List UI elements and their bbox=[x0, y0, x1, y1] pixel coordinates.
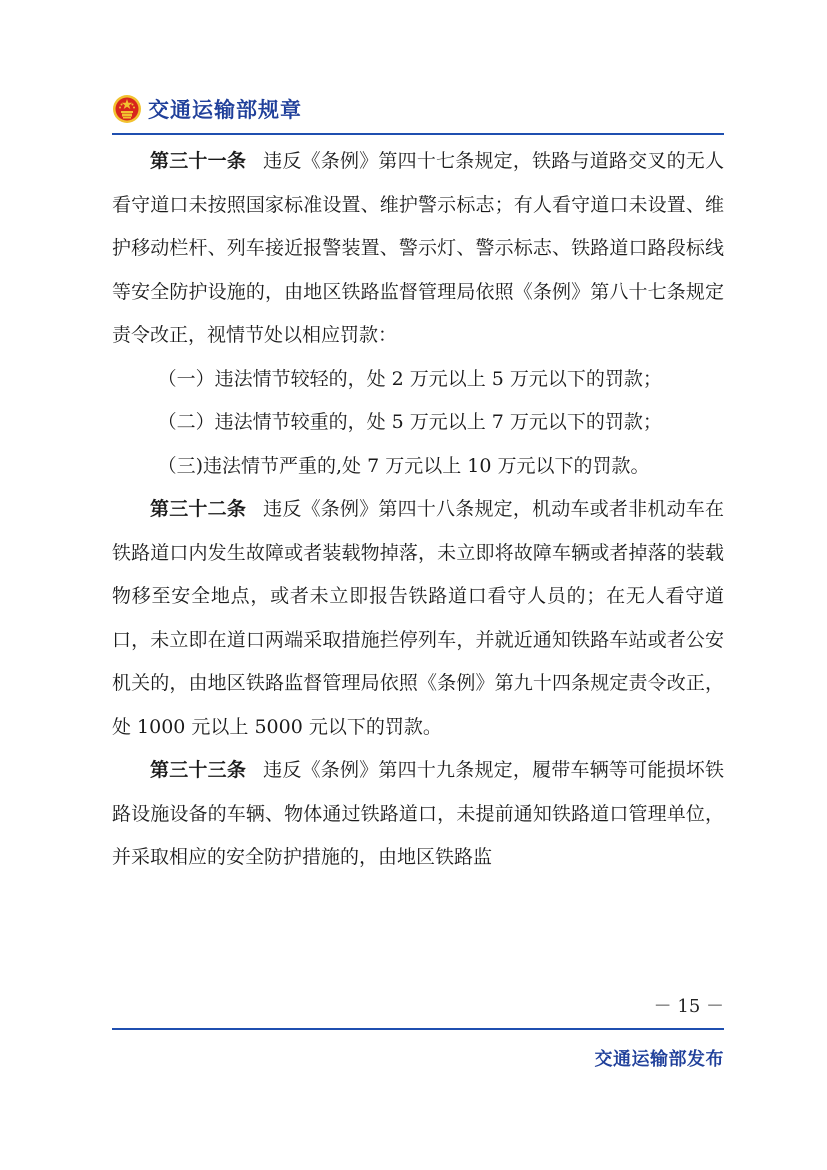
article-31-text: 违反《条例》第四十七条规定，铁路与道路交叉的无人看守道口未按照国家标准设置、维护警示标志；有人看守道口未设置、维护移动栏杆、列车接近报警装置、警示灯、警示标志、铁路道口路段标线等安全防护设施的，由地区铁路监督管理局依照《条例》第八十七条规定责令改正，视情节处以相应罚款： bbox=[112, 150, 724, 346]
article-32-text: 违反《条例》第四十八条规定，机动车或者非机动车在铁路道口内发生故障或者装载物掉落，未立即将故障车辆或者掉落的装载物移至安全地点，或者未立即报告铁路道口看守人员的；在无人看守道口，未立即在道口两端采取措施拦停列车，并就近通知铁路车站或者公安机关的，由地区铁路监督管理局依照《条例》第九十四条规定责令改正，处 1000 元以上 5000 元以下的罚款。 bbox=[112, 498, 724, 738]
footer-publisher: 交通运输部发布 bbox=[594, 1049, 724, 1070]
article-32-number: 第三十二条 bbox=[150, 498, 247, 520]
header-divider bbox=[112, 133, 724, 135]
article-31-item-1: （一）违法情节较轻的，处 2 万元以上 5 万元以下的罚款； bbox=[157, 367, 662, 390]
article-31-item-3: （三)违法情节严重的,处 7 万元以上 10 万元以下的罚款。 bbox=[157, 454, 650, 477]
article-32 bbox=[112, 488, 724, 749]
page-header bbox=[112, 88, 724, 130]
article-33-text: 违反《条例》第四十九条规定，履带车辆等可能损坏铁路设施设备的车辆、物体通过铁路道口，未提前通知铁路道口管理单位，并采取相应的安全防护措施的，由地区铁路监 bbox=[112, 759, 724, 868]
national-emblem-icon bbox=[112, 94, 142, 124]
footer-divider bbox=[112, 1028, 724, 1030]
article-31-item-2: （二）违法情节较重的，处 5 万元以上 7 万元以下的罚款； bbox=[157, 411, 662, 433]
article-31 bbox=[112, 140, 724, 358]
article-33-number: 第三十三条 bbox=[150, 759, 247, 781]
document-body bbox=[112, 140, 724, 880]
page-number: － 15 － bbox=[653, 996, 724, 1017]
article-33 bbox=[112, 749, 724, 880]
article-31-number: 第三十一条 bbox=[150, 150, 247, 172]
header-title: 交通运输部规章 bbox=[148, 98, 302, 122]
